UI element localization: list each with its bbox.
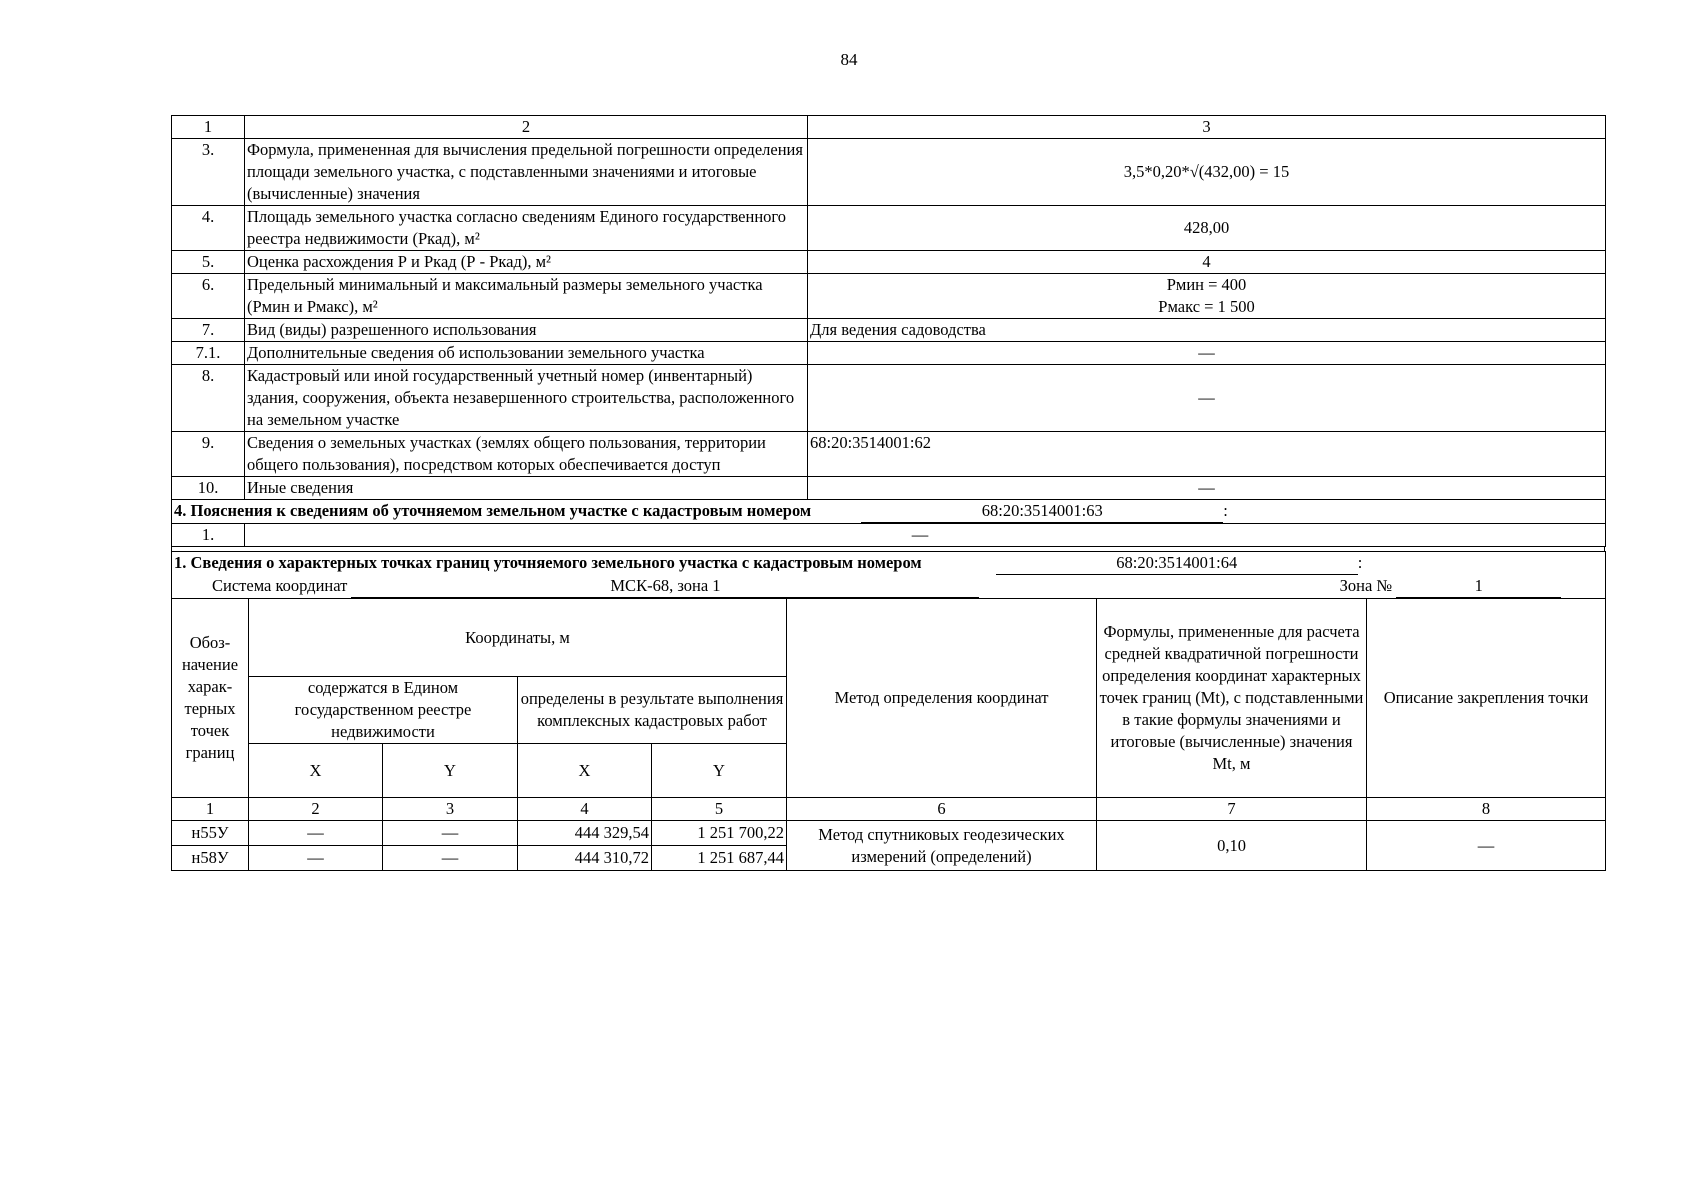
header-result: определены в результате выполнения комплексных кадастровых работ [518,677,787,744]
column-number: 4 [518,798,652,821]
section1-colon: : [1357,553,1363,572]
section4-cadastral-number: 68:20:3514001:63 [861,500,1223,523]
header-point: Обоз-начение харак-терных точек границ [172,599,249,798]
header-x: X [518,744,652,798]
row-value: 3,5*0,20*√(432,00) = 15 [808,139,1606,206]
row-label: Сведения о земельных участках (землях общего пользования, территории общего пользования), посредством которых обеспечивается доступ [245,432,808,477]
table-row [172,821,1606,846]
section1-title-row [172,552,1606,576]
point-name: н58У [172,846,249,871]
row-number: 1. [172,524,245,547]
max-size-value: Рмакс = 1 500 [1158,297,1255,316]
y-egrn: — [383,846,518,871]
table-row [172,477,1606,500]
header-y: Y [383,744,518,798]
table-row [172,432,1606,477]
row-number: 10. [172,477,245,500]
min-size-value: Рмин = 400 [1166,275,1247,294]
row-number: 7. [172,319,245,342]
column-number: 6 [787,798,1097,821]
table-row [172,206,1606,251]
section4-colon: : [1223,501,1228,520]
header-formula: Формулы, примененные для расчета средней квадратичной погрешности определения координат характерных точек границ (Mt), с подставленными в такие формулы значениями и итоговые (вычисленные) значения Mt, м [1097,599,1367,798]
row-label: Вид (виды) разрешенного использования [245,319,808,342]
column-number: 2 [249,798,383,821]
point-name: н55У [172,821,249,846]
header-egrn: содержатся в Едином государственном реестре недвижимости [249,677,518,744]
x-egrn: — [249,846,383,871]
land-plot-info-table [171,115,1606,547]
header-y: Y [652,744,787,798]
table-row [172,251,1606,274]
section4-title: 4. Пояснения к сведениям об уточняемом земельном участке с кадастровым номером [174,501,812,520]
section1-cadastral-number: 68:20:3514001:64 [996,552,1358,575]
column-number: 1 [172,116,245,139]
row-value [808,274,1606,319]
table-header-row [172,116,1606,139]
x-value: 444 310,72 [518,846,652,871]
mt-value: 0,10 [1097,821,1367,871]
column-number-row [172,798,1606,821]
header-row [172,599,1606,677]
header-method: Метод определения координат [787,599,1097,798]
row-value: — [808,342,1606,365]
coord-system-label: Система координат [212,576,348,595]
coordinate-system-row [172,575,1606,599]
section4-row-value: — [911,525,929,544]
header-x: X [249,744,383,798]
x-egrn: — [249,821,383,846]
row-number: 3. [172,139,245,206]
row-value [245,524,1606,547]
header-description: Описание закрепления точки [1367,599,1606,798]
page-number: 84 [840,50,858,69]
y-value: 1 251 687,44 [652,846,787,871]
section4-title-row [172,500,1606,524]
row-value: — [808,365,1606,432]
row-label: Формула, примененная для вычисления предельной погрешности определения площади земельного участка, с подставленными значениями и итоговые (вычисленные) значения [245,139,808,206]
boundary-points-table [171,551,1606,871]
row-number: 9. [172,432,245,477]
row-number: 8. [172,365,245,432]
row-value: 68:20:3514001:62 [808,432,1606,477]
row-value: 428,00 [808,206,1606,251]
row-value: Для ведения садоводства [808,319,1606,342]
section1-title: 1. Сведения о характерных точках границ уточняемого земельного участка с кадастровым номером [174,553,922,572]
column-number: 7 [1097,798,1367,821]
row-value: 4 [808,251,1606,274]
row-label: Оценка расхождения Р и Ркад (Р - Ркад), м² [245,251,808,274]
column-number: 5 [652,798,787,821]
row-number: 6. [172,274,245,319]
description-value: — [1367,821,1606,871]
x-value: 444 329,54 [518,821,652,846]
row-label: Предельный минимальный и максимальный размеры земельного участка (Рмин и Рмакс), м² [245,274,808,319]
column-number: 3 [383,798,518,821]
zone-label: Зона № [1339,576,1393,595]
table-row [172,274,1606,319]
row-label: Кадастровый или иной государственный учетный номер (инвентарный) здания, сооружения, объекта незавершенного строительства, расположенного на земельном участке [245,365,808,432]
document-body [171,115,1605,871]
y-value: 1 251 700,22 [652,821,787,846]
row-label: Площадь земельного участка согласно сведениям Единого государственного реестра недвижимости (Ркад), м² [245,206,808,251]
header-coords: Координаты, м [249,599,787,677]
row-label: Иные сведения [245,477,808,500]
table-row [172,342,1606,365]
table-row [172,365,1606,432]
column-number: 1 [172,798,249,821]
section4-row [172,524,1606,547]
method-value: Метод спутниковых геодезических измерений (определений) [787,821,1097,871]
row-label: Дополнительные сведения об использовании земельного участка [245,342,808,365]
row-number: 5. [172,251,245,274]
table-row [172,319,1606,342]
coord-system-value: МСК-68, зона 1 [351,575,979,598]
table-row [172,139,1606,206]
column-number: 8 [1367,798,1606,821]
y-egrn: — [383,821,518,846]
column-number: 3 [808,116,1606,139]
row-number: 4. [172,206,245,251]
row-number: 7.1. [172,342,245,365]
column-number: 2 [245,116,808,139]
row-value: — [808,477,1606,500]
zone-value: 1 [1396,575,1561,598]
